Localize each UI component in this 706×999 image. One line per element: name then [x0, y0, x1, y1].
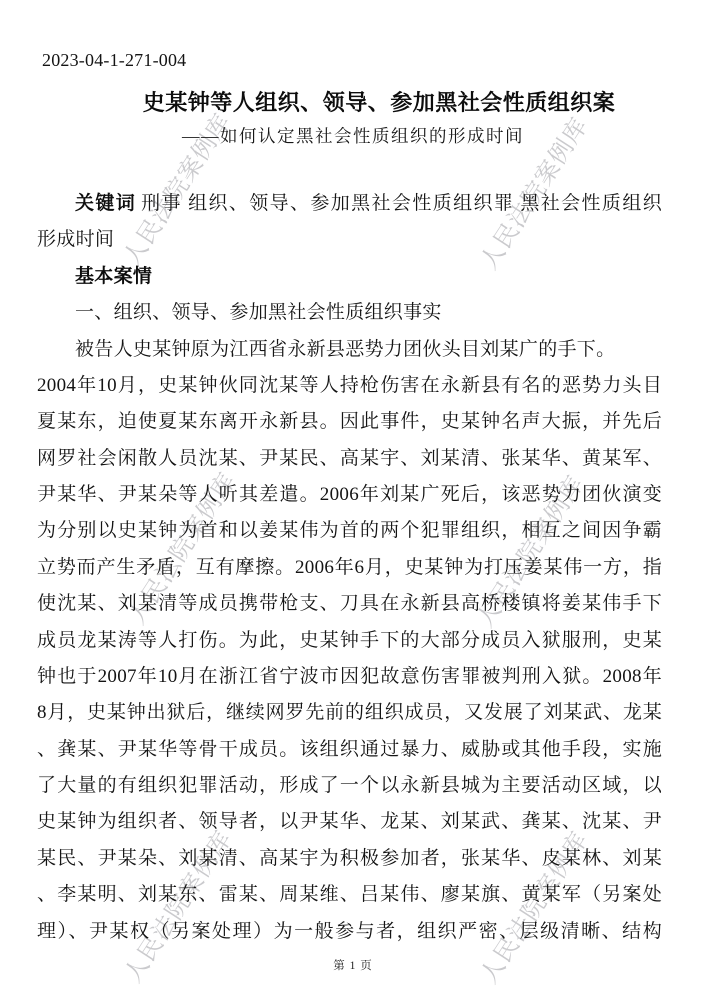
body-line: 网罗社会闲散人员沈某、尹某民、高某宇、刘某清、张某华、黄某军、 — [37, 447, 662, 469]
body-line: 某民、尹某朵、刘某清、高某宇为积极参加者，张某华、皮某林、刘某 — [37, 847, 662, 869]
document-number: 2023-04-1-271-004 — [42, 50, 187, 70]
watermark-text: 人民法院案例库 — [476, 827, 594, 989]
body-line: 、李某明、刘某东、雷某、周某维、吕某伟、廖某旗、黄某军（另案处 — [37, 884, 662, 906]
body-line: 被告人史某钟原为江西省永新县恶势力团伙头目刘某广的手下。 — [75, 338, 616, 360]
body-line: 理）、尹某权（另案处理）为一般参与者，组织严密、层级清晰、结构 — [37, 920, 662, 942]
body-line: 为分别以史某钟为首和以姜某伟为首的两个犯罪组织，相互之间因争霸 — [37, 520, 662, 542]
body-line: 立势而产生矛盾，互有摩擦。2006年6月，史某钟为打压姜某伟一方，指 — [37, 556, 662, 578]
body-line: 8月，史某钟出狱后，继续网罗先前的组织成员，又发展了刘某武、龙某 — [37, 702, 662, 724]
subsection-heading-1: 一、组织、领导、参加黑社会性质组织事实 — [75, 302, 442, 324]
body-line: 了大量的有组织犯罪活动，形成了一个以永新县城为主要活动区域，以 — [37, 775, 662, 796]
body-line: 钟也于2007年10月在浙江省宁波市因犯故意伤害罪被判刑入狱。2008年 — [37, 665, 662, 687]
body-line: 夏某东，迫使夏某东离开永新县。因此事件，史某钟名声大振，并先后 — [37, 411, 662, 433]
watermark-text: 人民法院案例库 — [476, 113, 594, 275]
body-line: 尹某华、尹某朵等人听其差遣。2006年刘某广死后，该恶势力团伙演变 — [37, 484, 662, 505]
keywords-line-2: 形成时间 — [37, 229, 115, 251]
body-line: 史某钟为组织者、领导者，以尹某华、龙某、刘某武、龚某、沈某、尹 — [37, 811, 662, 833]
document-body — [37, 186, 662, 950]
body-line: 使沈某、刘某清等成员携带枪支、刀具在永新县高桥楼镇将姜某伟手下 — [37, 593, 662, 615]
keywords-values: 刑事 组织、领导、参加黑社会性质组织罪 黑社会性质组织 — [141, 193, 663, 214]
page-number-footer: 第 1 页 — [333, 960, 373, 972]
body-line: 成员龙某涛等人打伤。为此，史某钟手下的大部分成员入狱服刑，史某 — [37, 629, 662, 651]
case-subtitle: ——如何认定黑社会性质组织的形成时间 — [182, 126, 524, 146]
watermark-text: 人民法院案例库 — [120, 826, 238, 988]
keywords-label: 关键词 — [75, 193, 137, 214]
watermark-text: 人民法院案例库 — [119, 109, 237, 271]
section-heading-basic-facts: 基本案情 — [75, 265, 153, 287]
body-line: 2004年10月，史某钟伙同沈某等人持枪伤害在永新县有名的恶势力头目 — [37, 374, 662, 396]
watermark-text: 人民法院案例库 — [124, 468, 242, 630]
keywords-line-1 — [37, 186, 662, 222]
watermark-text: 人民法院案例库 — [472, 471, 590, 633]
case-title: 史某钟等人组织、领导、参加黑社会性质组织案 — [142, 90, 616, 115]
body-line: 、龚某、尹某华等骨干成员。该组织通过暴力、威胁或其他手段，实施 — [37, 738, 662, 760]
